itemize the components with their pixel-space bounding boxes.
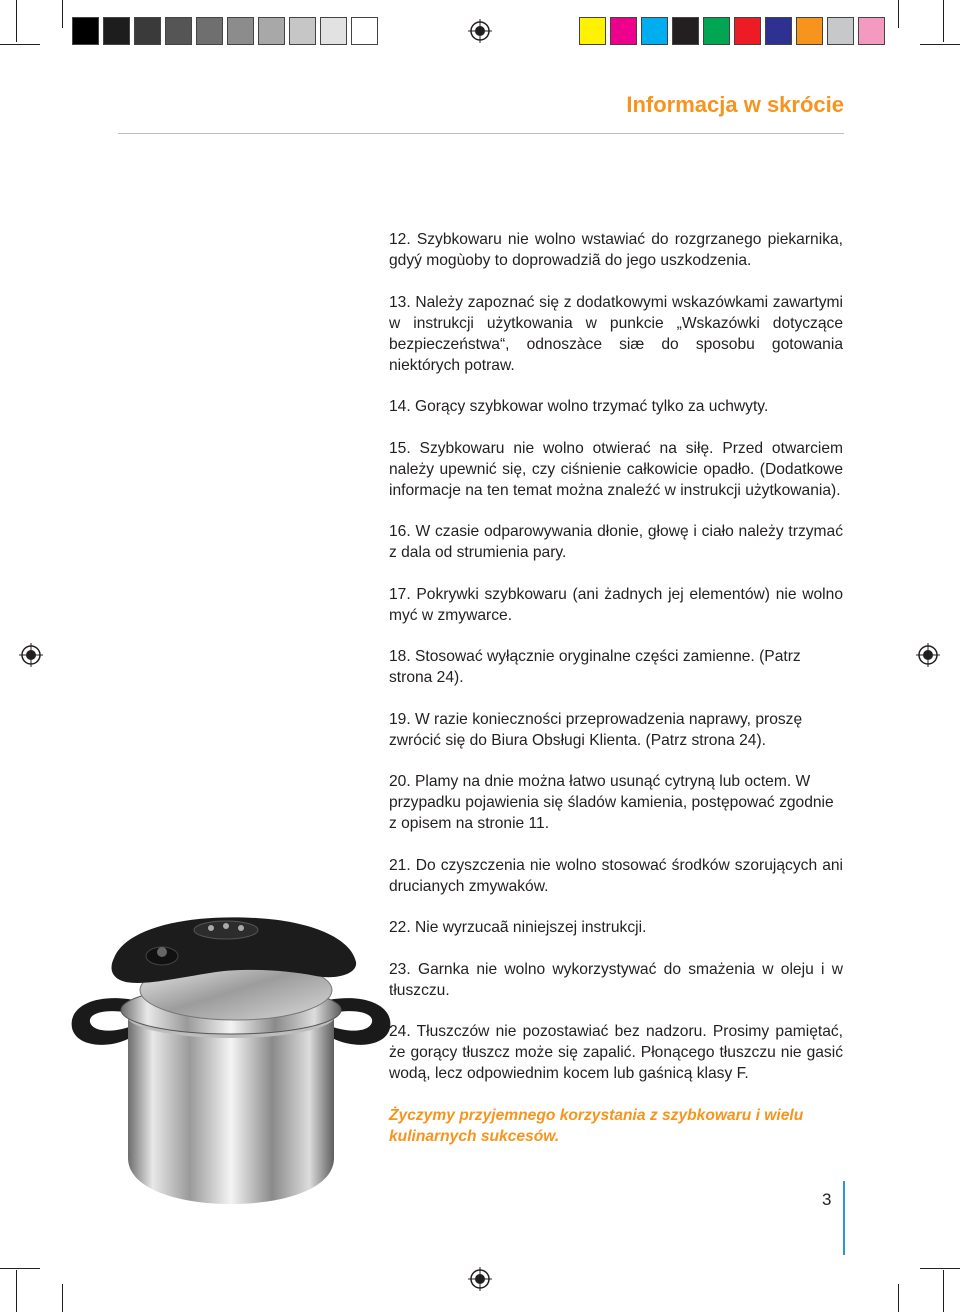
crop-mark [62, 0, 63, 28]
gray-swatch [351, 17, 378, 45]
registration-mark-icon [468, 19, 492, 43]
crop-mark [0, 1268, 40, 1269]
gray-swatch [72, 17, 99, 45]
header-divider [118, 133, 844, 134]
crop-mark [62, 1284, 63, 1312]
list-item: 21. Do czyszczenia nie wolno stosować środków szorujących ani drucianych zmywaków. [389, 856, 843, 895]
page-number: 3 [822, 1190, 832, 1209]
page-title: Informacja w skrócie [626, 92, 844, 117]
gray-swatch [196, 17, 223, 45]
gray-swatch [289, 17, 316, 45]
color-swatch [703, 17, 730, 45]
list-item: 18. Stosować wyłącznie oryginalne części zamienne. (Patrz strona 24). [389, 648, 801, 686]
color-swatch [765, 17, 792, 45]
list-item: 24. Tłuszczów nie pozostawiać bez nadzoru. Prosimy pamiętać, że gorący tłuszcz może się zapalić. Płonącego tłuszczu nie gasić wodą, lecz odpowiednim kocem lub gaśnicą klasy F. [389, 1023, 843, 1082]
color-swatch [579, 17, 606, 45]
crop-mark [898, 0, 899, 28]
crop-mark [898, 1284, 899, 1312]
list-item: 22. Nie wyrzucaã niniejszej instrukcji. [389, 919, 647, 936]
crop-mark [920, 1268, 960, 1269]
closing-message: Życzymy przyjemnego korzystania z szybkowaru i wielu kulinarnych sukcesów. [389, 1106, 804, 1145]
gray-swatch [320, 17, 347, 45]
color-swatch [796, 17, 823, 45]
list-item: 16. W czasie odparowywania dłonie, głowę i ciało należy trzymać z dala od strumienia pary. [389, 523, 843, 561]
list-item: 13. Należy zapoznać się z dodatkowymi wskazówkami zawartymi w instrukcji użytkowania w punkcie „Wskazówki dotyczące bezpieczeństwa“, odnoszàce siæ do sposobu gotowania niektórych potraw. [389, 293, 843, 374]
list-item: 20. Plamy na dnie można łatwo usunąć cytryną lub octem. W przypadku pojawienia się śladów kamienia, postępować zgodnie z opisem na stronie 11. [389, 773, 834, 832]
crop-mark [16, 0, 17, 42]
page-number-rule [843, 1181, 845, 1255]
color-swatch [641, 17, 668, 45]
color-swatch [734, 17, 761, 45]
registration-mark-icon [916, 643, 940, 667]
list-item: 19. W razie konieczności przeprowadzenia naprawy, proszę zwrócić się do Biura Obsługi Klienta. (Patrz strona 24). [389, 710, 803, 749]
list-item: 15. Szybkowaru nie wolno otwierać na siłę. Przed otwarciem należy upewnić się, czy ciśnienie całkowicie opadło. (Dodatkowe informacje na ten temat można znaleźć w instrukcji użytkowania). [389, 439, 843, 499]
crop-mark [0, 44, 40, 45]
crop-mark [943, 1270, 944, 1312]
gray-swatch [134, 17, 161, 45]
crop-mark [920, 44, 960, 45]
gray-swatch [165, 17, 192, 45]
color-swatch [858, 17, 885, 45]
registration-mark-icon [19, 643, 43, 667]
crop-mark [16, 1270, 17, 1312]
color-swatch [827, 17, 854, 45]
gray-swatch [227, 17, 254, 45]
crop-mark [943, 0, 944, 42]
gray-swatch [258, 17, 285, 45]
list-item: 12. Szybkowaru nie wolno wstawiać do rozgrzanego piekarnika, gdyý mogùoby to doprowadziã do jego uszkodzenia. [389, 231, 843, 269]
list-item: 17. Pokrywki szybkowaru (ani żadnych jej elementów) nie wolno myć w zmywarce. [389, 585, 843, 624]
registration-mark-icon [468, 1267, 492, 1291]
list-item: 23. Garnka nie wolno wykorzystywać do smażenia w oleju i w tłuszczu. [389, 960, 843, 999]
color-swatch [610, 17, 637, 45]
list-item: 14. Gorący szybkowar wolno trzymać tylko za uchwyty. [389, 398, 769, 415]
gray-swatch [103, 17, 130, 45]
pressure-cooker-image [66, 888, 396, 1208]
instruction-list [389, 229, 843, 1147]
color-swatch [672, 17, 699, 45]
